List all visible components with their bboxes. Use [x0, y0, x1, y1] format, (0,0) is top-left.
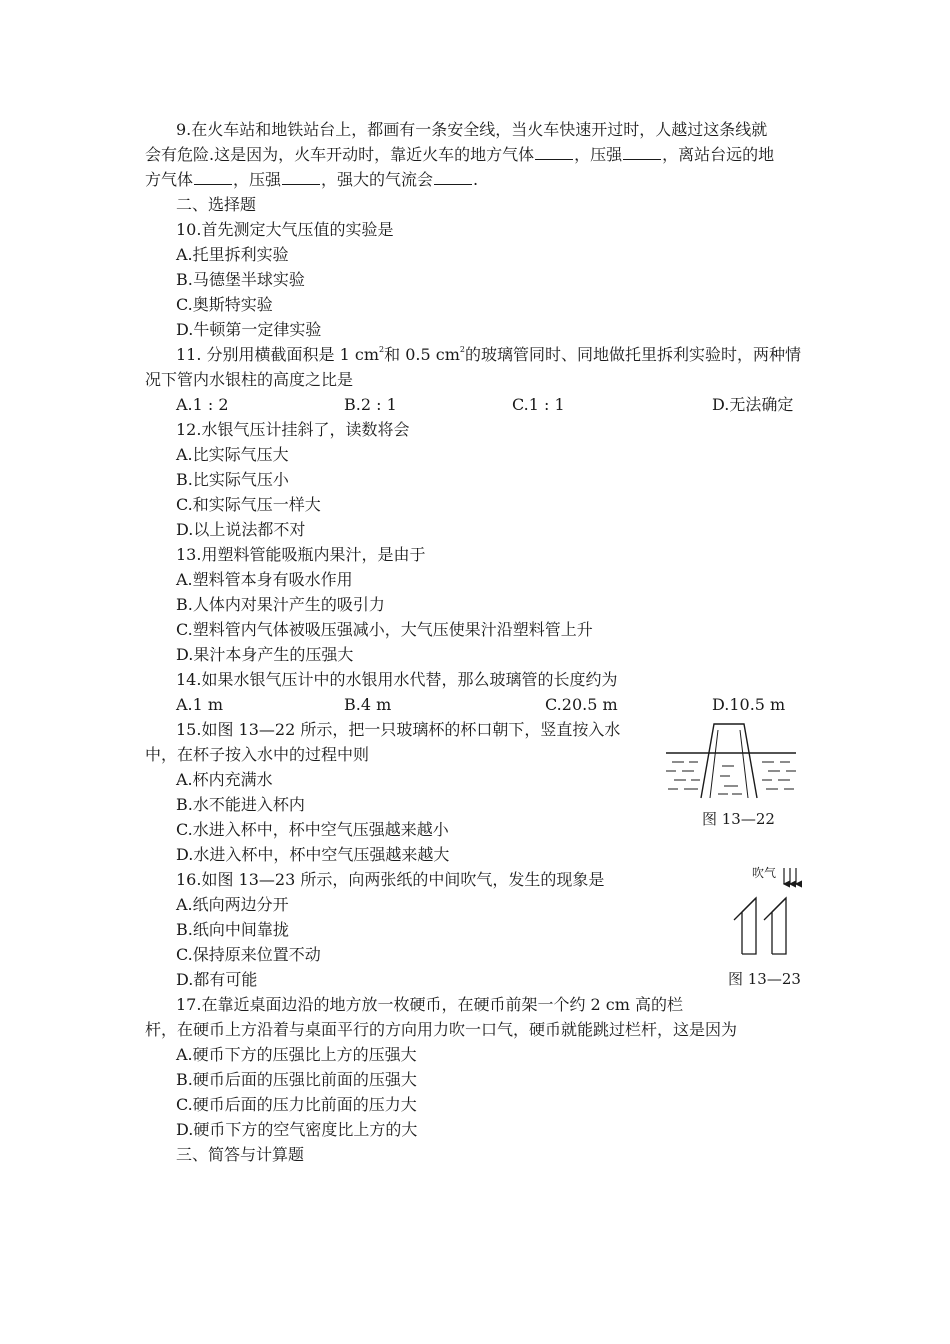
q16-option-b: B.纸向中间靠拢	[176, 920, 289, 939]
q17-option-d: D.硬币下方的空气密度比上方的大	[176, 1120, 418, 1139]
figure-13-23-caption: 图 13—23	[728, 970, 801, 988]
q12-option-a: A.比实际气压大	[176, 445, 289, 464]
q14-option-b: B.4 m	[344, 695, 392, 714]
q9-line3-d: .	[473, 170, 479, 189]
q13-option-d: D.果汁本身产生的压强大	[176, 645, 354, 664]
q11-option-d: D.无法确定	[712, 395, 794, 414]
q9-line3	[145, 170, 478, 190]
q11-option-a: A.1 : 2	[176, 395, 229, 414]
q15-option-b: B.水不能进入杯内	[176, 795, 305, 814]
q15-line2: 中，在杯子按入水中的过程中则	[145, 745, 370, 764]
q10-option-b: B.马德堡半球实验	[176, 270, 305, 289]
q9-line2	[145, 145, 774, 165]
q9-blank-2	[623, 145, 661, 160]
q13-option-a: A.塑料管本身有吸水作用	[176, 570, 353, 589]
q12-option-b: B.比实际气压小	[176, 470, 289, 489]
q14-option-d: D.10.5 m	[712, 695, 786, 714]
q12-option-c: C.和实际气压一样大	[176, 495, 321, 514]
section-3-heading: 三、简答与计算题	[176, 1145, 305, 1164]
q14-option-c: C.20.5 m	[545, 695, 618, 714]
q9-line1: 9.在火车站和地铁站台上，都画有一条安全线，当火车快速开过时，人越过这条线就	[176, 120, 768, 139]
q11-line1-c: 的玻璃管同时、同地做托里拆利实验时，两种情	[464, 345, 801, 364]
figure-13-23-two-papers	[728, 864, 812, 964]
q15-option-d: D.水进入杯中，杯中空气压强越来越大	[176, 845, 450, 864]
q13-option-b: B.人体内对果汁产生的吸引力	[176, 595, 385, 614]
q17-line1: 17.在靠近桌面边沿的地方放一枚硬币，在硬币前架一个约 2 cm 高的栏	[176, 995, 684, 1014]
q17-option-a: A.硬币下方的压强比上方的压强大	[176, 1045, 417, 1064]
q9-line3-b: ，压强	[233, 170, 282, 189]
q17-option-c: C.硬币后面的压力比前面的压力大	[176, 1095, 417, 1114]
q9-line2-c: ，离站台远的地	[662, 145, 775, 164]
q14-option-a: A.1 m	[176, 695, 224, 714]
q10-stem: 10.首先测定大气压值的实验是	[176, 220, 394, 239]
q10-option-d: D.牛顿第一定律实验	[176, 320, 322, 339]
q12-stem: 12.水银气压计挂斜了，读数将会	[176, 420, 410, 439]
figure-13-22-caption: 图 13—22	[702, 810, 775, 828]
q13-stem: 13.用塑料管能吸瓶内果汁，是由于	[176, 545, 426, 564]
q15-option-c: C.水进入杯中，杯中空气压强越来越小	[176, 820, 449, 839]
q17-line2: 杆，在硬币上方沿着与桌面平行的方向用力吹一口气，硬币就能跳过栏杆，这是因为	[145, 1020, 738, 1039]
q16-option-a: A.纸向两边分开	[176, 895, 289, 914]
q11-line1-a: 11. 分别用横截面积是 1 cm	[176, 345, 380, 364]
q16-option-d: D.都有可能	[176, 970, 258, 989]
q16-stem: 16.如图 13—23 所示，向两张纸的中间吹气，发生的现象是	[176, 870, 605, 889]
q11-sup-1: 2	[379, 345, 385, 354]
figure-13-23-label: 吹气	[752, 866, 777, 880]
q9-line3-a: 方气体	[145, 170, 194, 189]
q11-line1-b: 和 0.5 cm	[384, 345, 460, 364]
q11-line1	[176, 345, 801, 365]
q17-option-b: B.硬币后面的压强比前面的压强大	[176, 1070, 417, 1089]
q9-blank-3	[194, 170, 232, 185]
q15-line1: 15.如图 13—22 所示，把一只玻璃杯的杯口朝下，竖直按入水	[176, 720, 621, 739]
q11-option-b: B.2 : 1	[344, 395, 397, 414]
q12-option-d: D.以上说法都不对	[176, 520, 306, 539]
q10-option-a: A.托里拆利实验	[176, 245, 289, 264]
q11-option-c: C.1 : 1	[512, 395, 565, 414]
q14-stem: 14.如果水银气压计中的水银用水代替，那么玻璃管的长度约为	[176, 670, 618, 689]
q13-option-c: C.塑料管内气体被吸压强减小，大气压使果汁沿塑料管上升	[176, 620, 593, 639]
q9-line2-a: 会有危险.这是因为，火车开动时，靠近火车的地方气体	[145, 145, 535, 164]
q9-blank-4	[282, 170, 320, 185]
q9-line2-b: ，压强	[574, 145, 623, 164]
q11-sup-2: 2	[459, 345, 465, 354]
q9-blank-1	[535, 145, 573, 160]
section-2-heading: 二、选择题	[176, 195, 257, 214]
q9-line3-c: ，强大的气流会	[321, 170, 434, 189]
q11-line2: 况下管内水银柱的高度之比是	[145, 370, 354, 389]
q10-option-c: C.奥斯特实验	[176, 295, 273, 314]
q15-option-a: A.杯内充满水	[176, 770, 273, 789]
figure-13-22-glass-in-water	[660, 722, 800, 804]
q16-option-c: C.保持原来位置不动	[176, 945, 321, 964]
q9-blank-5	[434, 170, 472, 185]
